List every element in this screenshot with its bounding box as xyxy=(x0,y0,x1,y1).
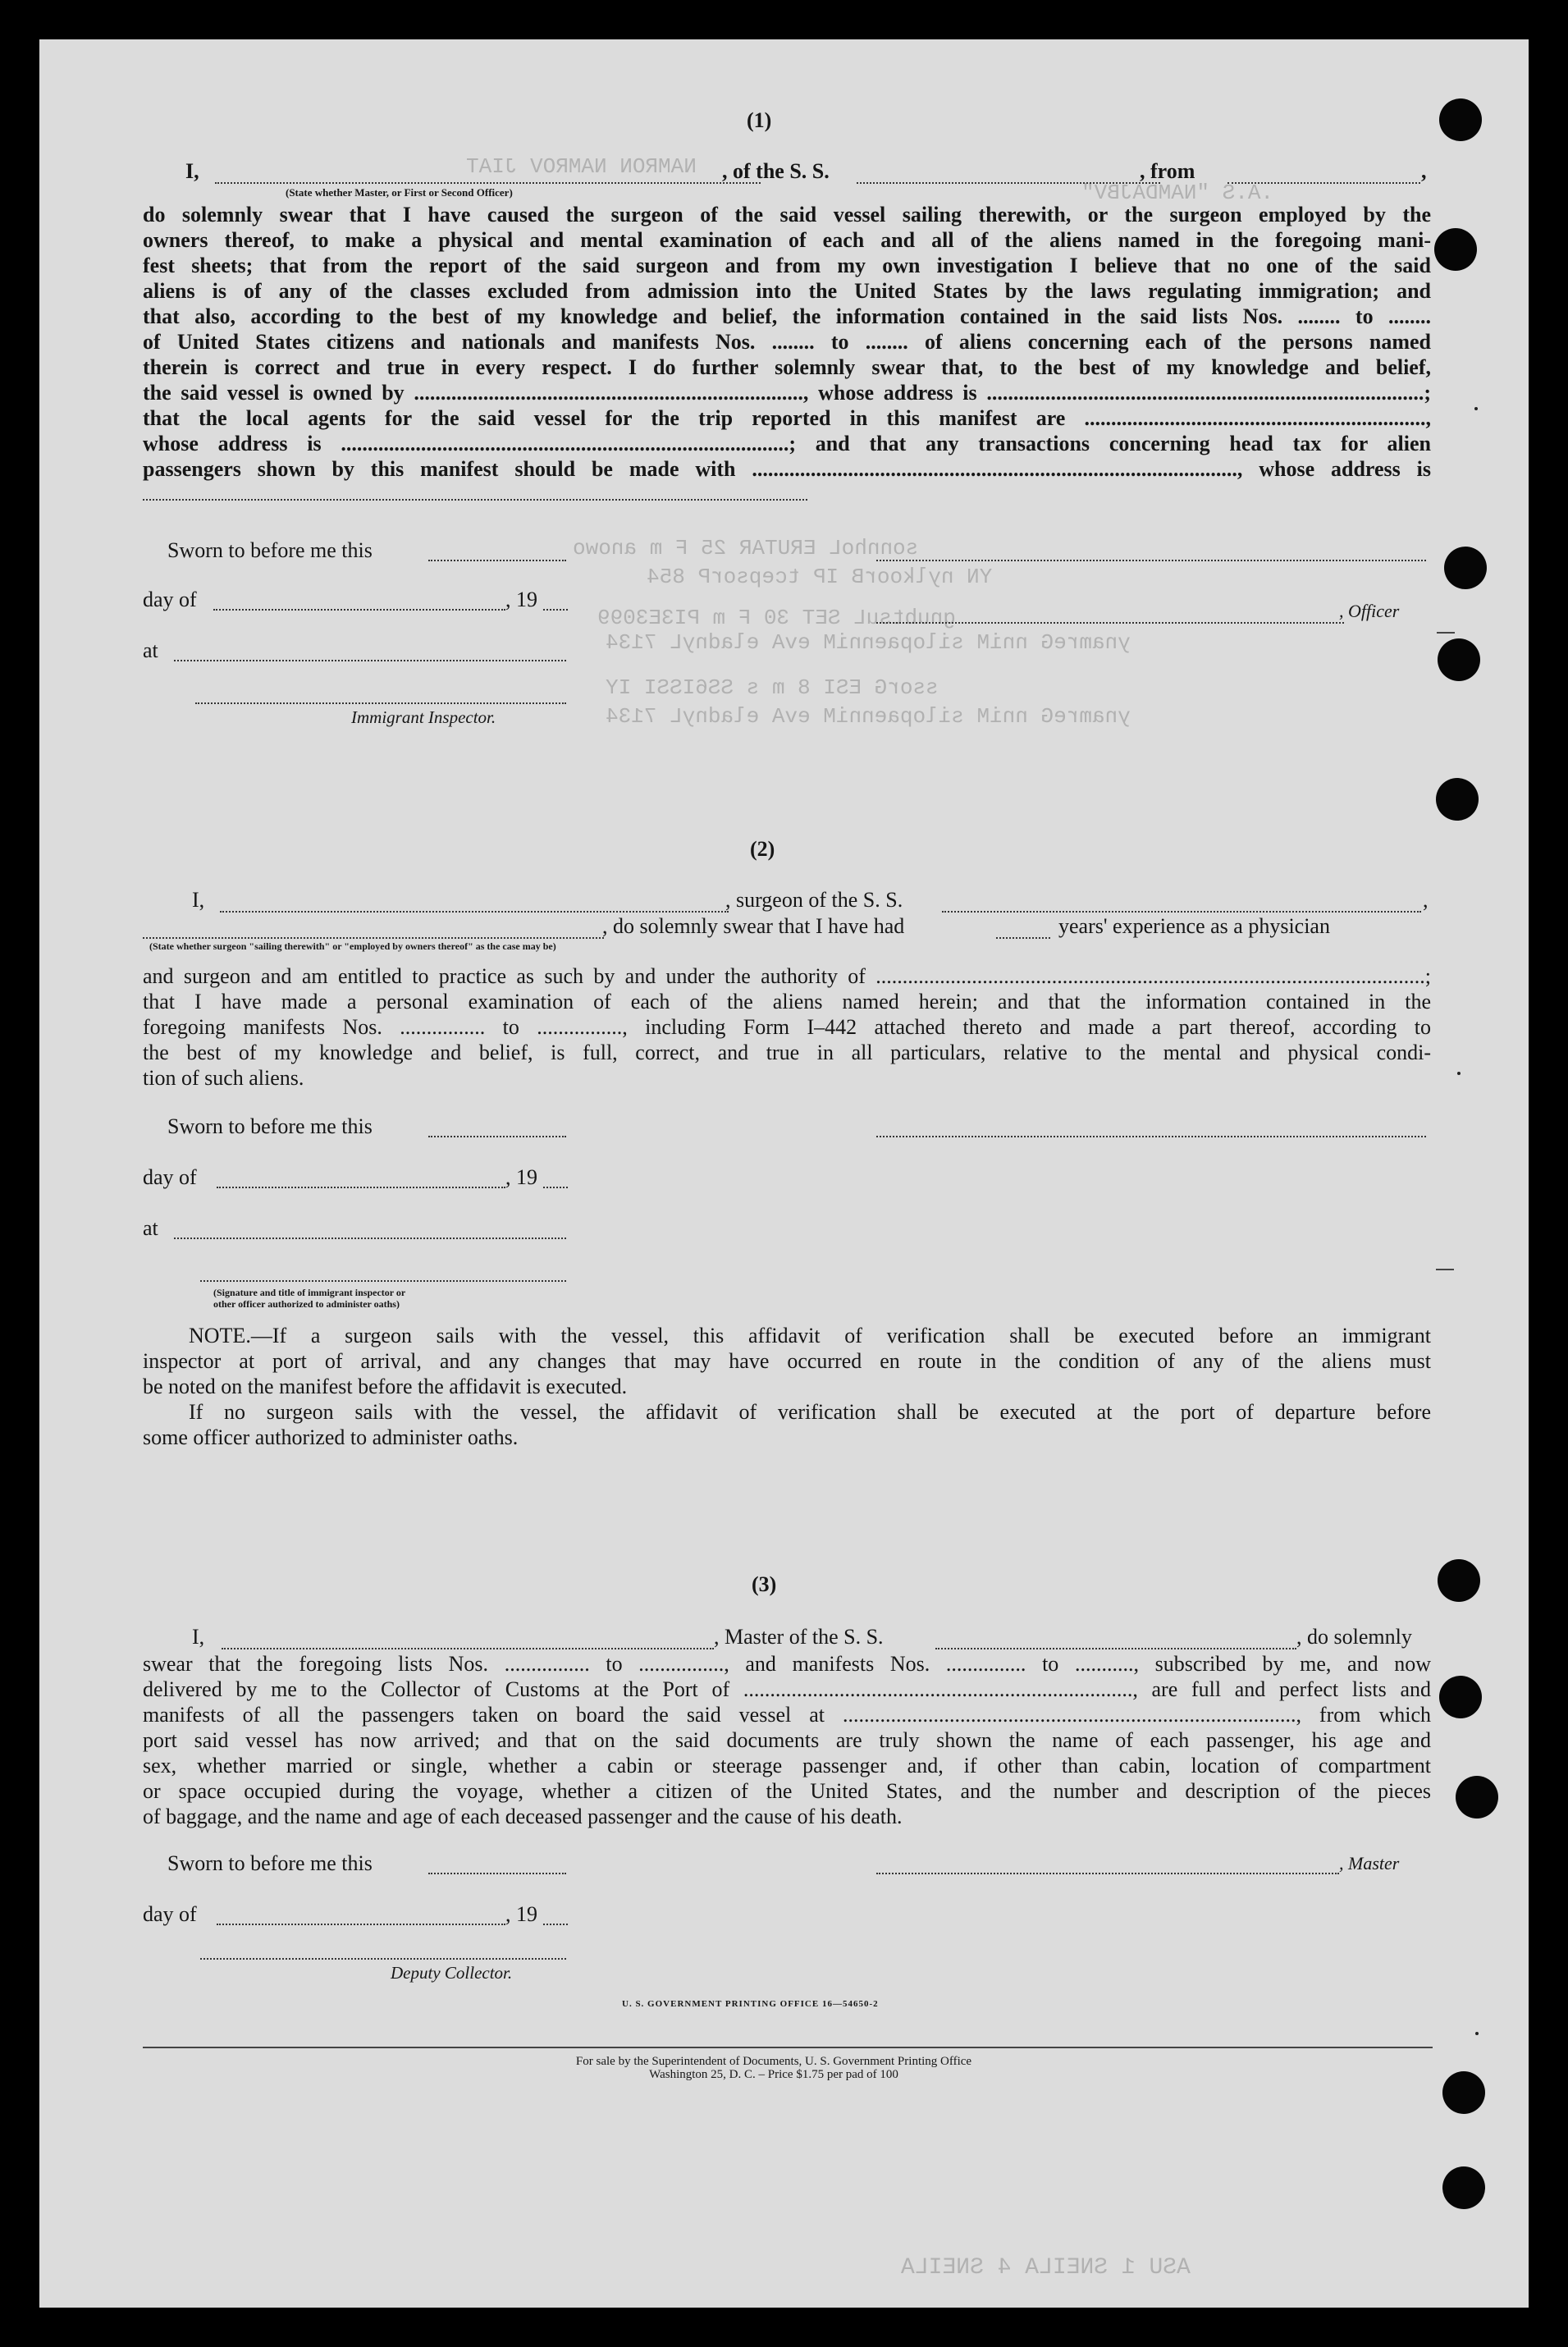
bleed-through-text: NAMRON NAMROV JIAT xyxy=(466,154,697,179)
note-line: some officer authorized to administer oaths. xyxy=(143,1425,519,1449)
bleed-through-text: .A.S "NAMDAJBV" xyxy=(1081,181,1274,205)
collector-signature-line[interactable] xyxy=(200,1958,566,1960)
comma: , xyxy=(1421,159,1427,183)
master-name-field[interactable] xyxy=(222,1648,714,1649)
years-experience-label: years' experience as a physician xyxy=(1058,914,1330,938)
sworn-label: Sworn to before me this xyxy=(167,1114,373,1138)
sig-caption-1: (Signature and title of immigrant inspector or xyxy=(213,1287,406,1298)
bleed-through-text: ssorG ESI 8 m s SS6ISSI IY xyxy=(606,675,939,700)
officer-caption: (State whether Master, or First or Second Officer) xyxy=(286,186,513,199)
note-line: If no surgeon sails with the vessel, the affidavit of verification shall be executed at the port of departure before xyxy=(189,1400,1431,1424)
section-number-3: (3) xyxy=(752,1572,777,1596)
surgeon-status-field[interactable] xyxy=(143,937,604,939)
sworn-date-field-2[interactable] xyxy=(428,1136,566,1137)
body-line: sex, whether married or single, whether a cabin or steerage passenger and, if other than cabin, location of compartment xyxy=(143,1754,1431,1777)
surgeon-of-label: , surgeon of the S. S. xyxy=(725,888,903,912)
body-line: fest sheets; that from the report of the said surgeon and from my own investigation I believe that no one of the said xyxy=(143,254,1431,277)
do-solemnly-label: , do solemnly xyxy=(1296,1625,1412,1649)
master-of-label: , Master of the S. S. xyxy=(714,1625,884,1649)
year-field-3[interactable] xyxy=(543,1924,568,1925)
sworn-date-field-3[interactable] xyxy=(428,1873,566,1874)
body-line: the said vessel is owned by ........................................................................., whose address is ..................................................................................; xyxy=(143,381,1431,405)
officer-title-line[interactable] xyxy=(876,622,1344,624)
surgeon-name-field[interactable] xyxy=(220,911,729,913)
body-line: therein is correct and true in every respect. I do further solemnly swear that, to the best of my knowledge and belief, xyxy=(143,355,1431,379)
body-line: of baggage, and the name and age of each deceased passenger and the cause of his death. xyxy=(143,1805,903,1828)
at-place-field[interactable] xyxy=(174,660,566,661)
body-line: owners thereof, to make a physical and mental examination of each and all of the aliens named in the foregoing mani- xyxy=(143,228,1431,252)
at-label: at xyxy=(143,1216,158,1240)
surgeon-signature-line[interactable] xyxy=(876,1136,1426,1137)
year-label: , 19 xyxy=(505,1165,537,1189)
note-label: NOTE. xyxy=(189,1324,251,1347)
month-field[interactable] xyxy=(213,609,505,611)
vessel-name-field-2[interactable] xyxy=(942,911,1421,913)
body-line: that I have made a personal examination of each of the aliens named herein; and that the information contained in the xyxy=(143,990,1431,1013)
bleed-through-text: YN nylkoorB IP tcepsorP 854 xyxy=(647,565,993,589)
sworn-label: Sworn to before me this xyxy=(167,538,373,562)
at-place-field-2[interactable] xyxy=(174,1238,566,1239)
footer-line-1: For sale by the Superintendent of Documents, U. S. Government Printing Office xyxy=(575,2055,972,2068)
day-of-label: day of xyxy=(143,588,197,611)
years-field[interactable] xyxy=(996,937,1050,939)
from-port-field[interactable] xyxy=(1227,182,1420,184)
month-field-2[interactable] xyxy=(217,1187,505,1188)
note-line: inspector at port of arrival, and any changes that may have occurred en route in the condition of any of the aliens must xyxy=(143,1349,1431,1373)
punch-hole xyxy=(1444,547,1487,589)
collector-label: Deputy Collector. xyxy=(391,1963,513,1983)
inspector-label: Immigrant Inspector. xyxy=(351,707,496,727)
month-field-3[interactable] xyxy=(217,1924,505,1925)
year-field-2[interactable] xyxy=(543,1187,568,1188)
day-of-label: day of xyxy=(143,1902,197,1926)
line-i-label: I, xyxy=(192,1625,205,1649)
body-line: passengers shown by this manifest should be made with ..........................................................................................., whose address is xyxy=(143,457,1431,481)
punch-hole xyxy=(1439,98,1482,141)
footer-rule xyxy=(143,2047,1433,2048)
vessel-name-field-3[interactable] xyxy=(935,1648,1296,1649)
officer-signature-line[interactable] xyxy=(876,560,1426,561)
body-line: and surgeon and am entitled to practice as such by and under the authority of .......................................................................................................; xyxy=(143,964,1431,988)
surgeon-caption: (State whether surgeon "sailing therewith" or "employed by owners thereof" as the case may be) xyxy=(149,940,556,952)
from-label: , from xyxy=(1140,159,1195,183)
punch-hole xyxy=(1456,1776,1498,1819)
inspector-signature-line[interactable] xyxy=(195,702,566,704)
body-line: whose address is ....................................................................................; and that any transactions concerning head tax for alien xyxy=(143,432,1431,455)
body-line: manifests of all the passengers taken on board the said vessel at ....................................................................................., from which xyxy=(143,1703,1431,1727)
bleed-through-text: ASU 1 SNEILA 4 SNEILA xyxy=(901,2255,1191,2281)
speck xyxy=(1474,407,1478,410)
body-line: tion of such aliens. xyxy=(143,1066,304,1090)
comma: , xyxy=(1423,888,1429,912)
body-line: the best of my knowledge and belief, is full, correct, and true in all particulars, relative to the mental and physical condi- xyxy=(143,1041,1431,1064)
punch-hole xyxy=(1439,1676,1482,1718)
body-line: aliens is of any of the classes excluded from admission into the United States by the laws regulating immigration; and xyxy=(143,279,1431,303)
speck xyxy=(1457,1072,1461,1075)
body-line: foregoing manifests Nos. ................ to ................, including Form I–442 attached thereto and made a part thereof, according to xyxy=(143,1015,1431,1039)
body-line: port said vessel has now arrived; and that on the said documents are truly shown the name of each passenger, his age and xyxy=(143,1728,1431,1752)
note-line: be noted on the manifest before the affidavit is executed. xyxy=(143,1375,628,1398)
document-page xyxy=(39,39,1529,2308)
body-line: that the local agents for the said vessel for the trip reported in this manifest are ................................................................, xyxy=(143,406,1431,430)
body-line: that also, according to the best of my knowledge and belief, the information contained in the said lists Nos. ........ to ........ xyxy=(143,304,1431,328)
body-line: do solemnly swear that I have caused the surgeon of the said vessel sailing therewith, or the surgeon employed by the xyxy=(143,203,1431,226)
swear-label: , do solemnly swear that I have had xyxy=(602,914,905,938)
body-line: or space occupied during the voyage, whether a citizen of the United States, and the number and description of the pieces xyxy=(143,1779,1431,1803)
bleed-through-text: gnubtsuL SET 30 F m PI3E3099 xyxy=(597,606,956,630)
master-label: , Master xyxy=(1339,1853,1400,1873)
officer-name-field[interactable] xyxy=(215,182,761,184)
of-ss-label: , of the S. S. xyxy=(722,159,830,183)
line-i-label: I, xyxy=(192,888,205,912)
year-field[interactable] xyxy=(543,609,568,611)
year-label: , 19 xyxy=(505,1902,537,1926)
punch-hole xyxy=(1442,2166,1485,2209)
section-number-2: (2) xyxy=(750,837,775,861)
sworn-label: Sworn to before me this xyxy=(167,1851,373,1875)
line-i-label: I, xyxy=(185,159,199,183)
bleed-through-text: ynamreG nniM silopaenniM evA eladnyL 7134 xyxy=(606,630,1131,655)
at-label: at xyxy=(143,638,158,662)
note-line-1 xyxy=(143,1323,1431,1348)
punch-hole xyxy=(1438,638,1480,681)
punch-hole xyxy=(1438,1559,1480,1602)
punch-hole xyxy=(1436,778,1479,821)
speck xyxy=(1475,2032,1479,2035)
mark xyxy=(1437,632,1455,634)
bleed-through-text: ynamreG nniM silopaenniM evA eladnyL 7134 xyxy=(606,704,1131,729)
day-of-label: day of xyxy=(143,1165,197,1189)
section-number-1: (1) xyxy=(747,108,772,132)
vessel-name-field[interactable] xyxy=(857,182,1160,184)
master-signature-line[interactable] xyxy=(876,1873,1339,1874)
sworn-date-field[interactable] xyxy=(428,560,566,561)
body-line: swear that the foregoing lists Nos. ................ to ................, and manifests Nos. ............... to ..........., subscribed by me, and now xyxy=(143,1652,1431,1676)
print-line: U. S. GOVERNMENT PRINTING OFFICE 16—54650-2 xyxy=(622,1999,879,2009)
officer-label: , Officer xyxy=(1339,601,1400,621)
punch-hole xyxy=(1434,228,1477,271)
address-continuation-field[interactable] xyxy=(143,499,807,501)
body-line: delivered by me to the Collector of Customs at the Port of ........................................................................., are full and perfect lists and xyxy=(143,1677,1431,1701)
body-line: of United States citizens and nationals and manifests Nos. ........ to ........ of aliens concerning each of the persons named xyxy=(143,330,1431,354)
footer-line-2: Washington 25, D. C. – Price $1.75 per pad of 100 xyxy=(649,2068,898,2081)
note-text: —If a surgeon sails with the vessel, this affidavit of verification shall be executed before an immigrant xyxy=(250,1324,1431,1347)
sig-caption-2: other officer authorized to administer oaths) xyxy=(213,1298,400,1310)
bleed-through-text: sonnhoL ERUTAR 25 F m anowo xyxy=(573,536,919,560)
mark xyxy=(1436,1269,1454,1270)
year-label: , 19 xyxy=(505,588,537,611)
inspector-signature-line-2[interactable] xyxy=(200,1280,566,1282)
